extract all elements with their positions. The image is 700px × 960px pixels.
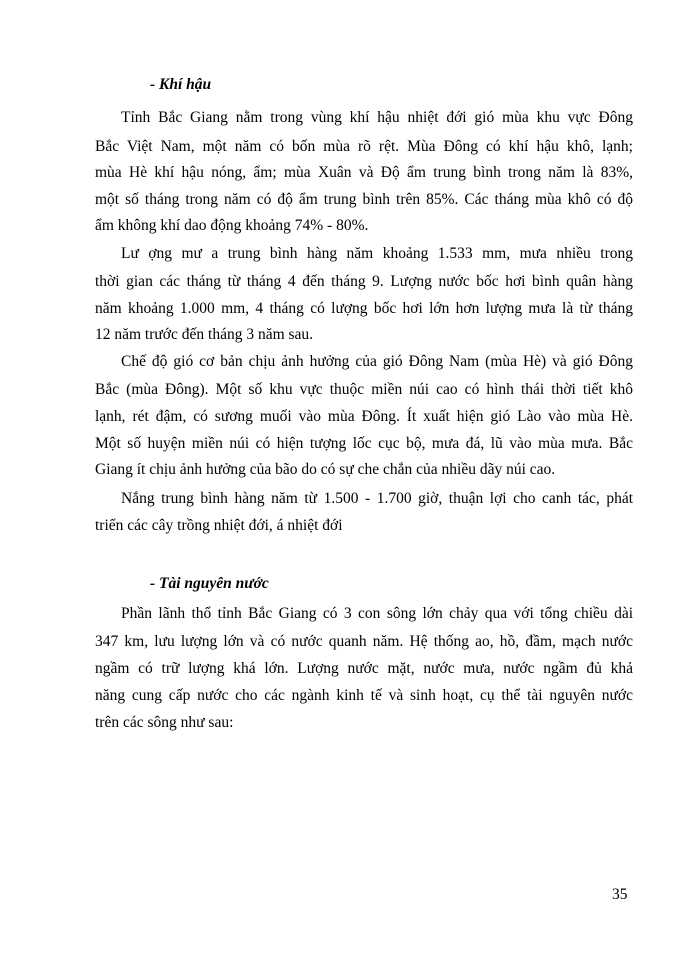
water-paragraph-line: ngầm có trữ lượng khá lớn. Lượng nước mặt, nước mưa, nước ngầm đủ khả: [95, 660, 633, 677]
climate-paragraph-3-line: Bắc (mùa Đông). Một số khu vực thuộc miền núi cao có hình thái thời tiết khô: [95, 381, 633, 398]
climate-paragraph-1-line: một số tháng trong năm có độ ẩm trung bình trên 85%. Các tháng mùa khô có độ: [95, 191, 633, 208]
page-number: 35: [612, 886, 628, 903]
climate-paragraph-2-line: năm khoảng 1.000 mm, 4 tháng có lượng bốc hơi lớn hơn lượng mưa là từ tháng: [95, 300, 633, 317]
climate-paragraph-4-line: triển các cây trồng nhiệt đới, á nhiệt đới: [95, 517, 343, 534]
climate-paragraph-3-line: Một số huyện miền núi có hiện tượng lốc cục bộ, mưa đá, lũ vào mùa mưa. Bắc: [95, 435, 633, 452]
water-resources-heading: - Tài nguyên nước: [150, 575, 269, 592]
climate-heading: - Khí hậu: [150, 76, 212, 93]
climate-paragraph-1-line: mùa Hè khí hậu nóng, ẩm; mùa Xuân và Độ ẩm trung bình trong năm là 83%,: [95, 164, 633, 181]
climate-paragraph-2-line: Lư ợng mư a trung bình hàng năm khoảng 1.533 mm, mưa nhiều trong: [121, 245, 633, 262]
climate-paragraph-3-line: Giang ít chịu ảnh hưởng của bão do có sự che chắn của nhiều dãy núi cao.: [95, 461, 556, 478]
climate-paragraph-1-line: ẩm không khí dao động khoảng 74% - 80%.: [95, 217, 369, 234]
climate-paragraph-3-line: Chế độ gió cơ bản chịu ảnh hưởng của gió Đông Nam (mùa Hè) và gió Đông: [121, 353, 633, 370]
climate-paragraph-4-line: Nắng trung bình hàng năm từ 1.500 - 1.700 giờ, thuận lợi cho canh tác, phát: [121, 490, 633, 507]
water-paragraph-line: năng cung cấp nước cho các ngành kinh tế và sinh hoạt, cụ thể tài nguyên nước: [95, 687, 633, 704]
climate-paragraph-3-line: lạnh, rét đậm, có sương muối vào mùa Đông. Ít xuất hiện gió Lào vào mùa Hè.: [95, 408, 633, 425]
climate-paragraph-2-line: 12 năm trước đến tháng 3 năm sau.: [95, 326, 314, 343]
water-paragraph-line: 347 km, lưu lượng lớn và có nước quanh năm. Hệ thống ao, hồ, đầm, mạch nước: [95, 633, 633, 650]
climate-paragraph-1-line: Tỉnh Bắc Giang nằm trong vùng khí hậu nhiệt đới gió mùa khu vực Đông: [121, 109, 633, 126]
climate-paragraph-1-line: Bắc Việt Nam, một năm có bốn mùa rõ rệt. Mùa Đông có khí hậu khô, lạnh;: [95, 138, 633, 155]
climate-paragraph-2-line: thời gian các tháng từ tháng 4 đến tháng 9. Lượng nước bốc hơi bình quân hàng: [95, 273, 633, 290]
water-paragraph-line: trên các sông như sau:: [95, 714, 234, 731]
water-paragraph-line: Phần lãnh thổ tỉnh Bắc Giang có 3 con sông lớn chảy qua với tổng chiều dài: [121, 605, 633, 622]
